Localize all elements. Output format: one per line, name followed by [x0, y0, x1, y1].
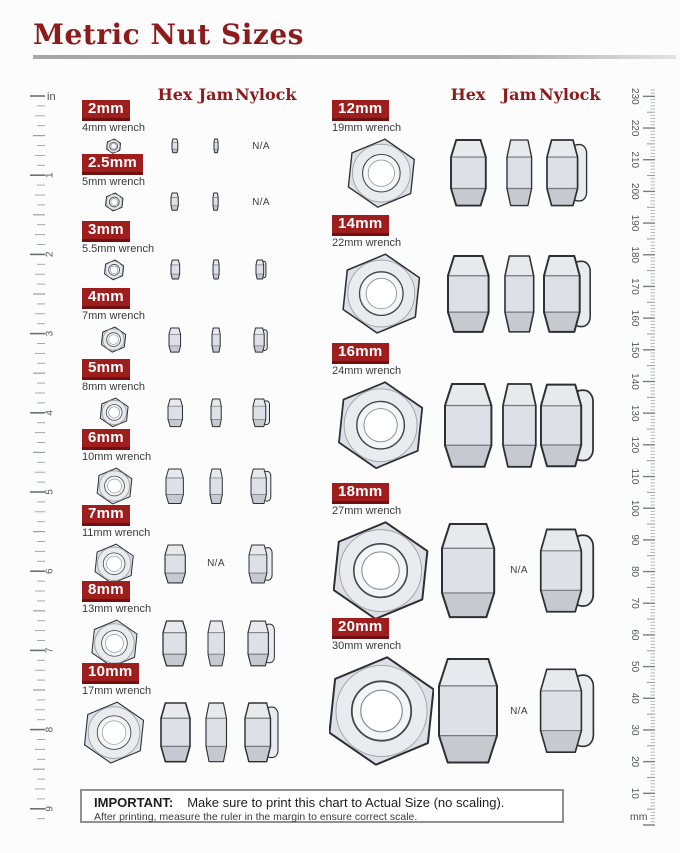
hex-column-cell	[153, 543, 197, 585]
nut-top-view-icon	[347, 136, 416, 210]
top-view-cell	[325, 519, 437, 622]
nylock-nut-side-icon	[243, 701, 280, 764]
hex-nut-side-icon	[161, 619, 188, 668]
size-badge: 20mm	[332, 618, 389, 639]
inch-ruler	[30, 84, 56, 837]
mm-ruler-label: 230	[629, 88, 640, 105]
size-row-3mm	[75, 221, 289, 283]
inch-ruler-label: 5	[44, 489, 56, 495]
print-note-line	[94, 795, 550, 810]
page-title: Metric Nut Sizes	[33, 18, 304, 51]
hex-column-cell	[437, 657, 499, 765]
hex-column-cell	[153, 191, 197, 212]
nylock-nut-side-icon	[542, 254, 592, 334]
top-view-cell	[75, 395, 153, 430]
nylock-column-cell	[539, 522, 595, 619]
column-header-jam: Jam	[501, 85, 537, 104]
mm-ruler-label: 170	[629, 278, 640, 295]
top-view-cell	[75, 257, 153, 283]
mm-ruler-label: 200	[629, 183, 640, 200]
nut-top-view-icon	[338, 379, 423, 471]
size-badge: 7mm	[82, 505, 130, 526]
nut-icons-row	[325, 251, 597, 336]
mm-ruler-label: 90	[629, 534, 640, 546]
wrench-size-label: 13mm wrench	[82, 603, 152, 615]
nylock-column-cell	[235, 197, 287, 208]
nylock-nut-side-icon	[249, 467, 273, 506]
print-note-box	[80, 789, 564, 823]
nut-top-view-icon	[342, 251, 421, 336]
size-badge: 10mm	[82, 663, 139, 684]
nylock-column-cell	[235, 141, 287, 152]
mm-ruler-label: 210	[629, 151, 640, 169]
hex-column-cell	[153, 326, 197, 354]
jam-column-cell	[197, 701, 235, 764]
mm-ruler-label: 180	[629, 246, 640, 264]
nylock-nut-side-icon	[247, 543, 274, 585]
mm-ruler-label: 110	[629, 468, 640, 485]
column-header-jam: Jam	[198, 85, 234, 104]
top-view-cell	[75, 699, 153, 766]
top-view-cell	[75, 617, 153, 670]
size-badge: 6mm	[82, 429, 130, 450]
nylock-nut-side-icon	[545, 138, 589, 208]
nylock-column-cell	[539, 382, 595, 469]
mm-ruler-label: 60	[629, 629, 640, 641]
hex-nut-side-icon	[449, 138, 488, 208]
mm-ruler-label: 80	[629, 565, 640, 578]
wrench-size-label: 27mm wrench	[332, 505, 402, 517]
nut-top-view-icon	[93, 541, 135, 587]
hex-column-cell	[437, 254, 499, 334]
nylock-nut-side-icon	[539, 657, 595, 765]
nut-top-view-icon	[99, 324, 128, 355]
jam-column-cell	[499, 254, 539, 334]
hex-column-cell	[437, 522, 499, 619]
top-view-cell	[75, 465, 153, 507]
jam-nut-side-icon	[212, 137, 220, 155]
hex-nut-side-icon	[446, 254, 491, 334]
hex-nut-side-icon	[164, 467, 185, 506]
size-badge: 16mm	[332, 343, 389, 364]
hex-column-cell	[437, 138, 499, 208]
size-row-5mm	[75, 359, 289, 430]
mm-ruler-label: 120	[629, 436, 640, 454]
na-label: N/A	[510, 565, 528, 577]
nylock-nut-side-icon	[246, 619, 276, 668]
nylock-column-cell	[235, 619, 287, 668]
nut-top-view-icon	[95, 465, 134, 507]
top-view-cell	[75, 190, 153, 214]
inch-ruler-label: 3	[44, 330, 56, 337]
mm-ruler-label: 150	[629, 341, 640, 359]
size-row-12mm	[325, 100, 597, 210]
nylock-column-cell	[235, 543, 287, 585]
inch-ruler-label: 6	[44, 568, 56, 574]
jam-column-cell	[197, 619, 235, 668]
nut-top-view-icon	[90, 617, 139, 670]
size-badge: 12mm	[332, 100, 389, 121]
jam-nut-side-icon	[209, 397, 223, 429]
nylock-column-cell	[235, 467, 287, 506]
nylock-nut-side-icon	[539, 382, 595, 469]
hex-nut-side-icon	[167, 326, 183, 354]
size-row-2mm	[75, 100, 289, 156]
size-badge: 5mm	[82, 359, 130, 380]
size-badge: 2mm	[82, 100, 130, 121]
nylock-column-cell	[539, 138, 595, 208]
nylock-column-cell	[539, 657, 595, 765]
jam-nut-side-icon	[204, 701, 229, 764]
size-row-14mm	[325, 215, 597, 336]
mm-ruler-label: 20	[629, 756, 640, 768]
mm-ruler-label: 160	[629, 309, 640, 327]
hex-column-cell	[153, 137, 197, 155]
mm-ruler	[627, 84, 679, 849]
na-label: N/A	[252, 140, 270, 152]
hex-nut-side-icon	[440, 522, 496, 619]
inch-ruler-label: 4	[44, 410, 56, 416]
size-row-8mm	[75, 581, 289, 670]
print-note-subtext: After printing, measure the ruler in the margin to ensure correct scale.	[94, 811, 418, 823]
jam-column-cell	[197, 137, 235, 155]
top-view-cell	[325, 136, 437, 210]
hex-nut-side-icon	[169, 258, 182, 281]
size-badge: 2.5mm	[82, 154, 143, 175]
jam-nut-side-icon	[208, 467, 224, 506]
jam-column-cell	[197, 397, 235, 429]
size-row-4mm	[75, 288, 289, 355]
nut-top-view-icon	[103, 190, 126, 214]
nylock-nut-side-icon	[252, 326, 269, 354]
nut-icons-row	[325, 654, 597, 768]
hex-column-cell	[153, 397, 197, 429]
mm-ruler-unit: mm	[630, 811, 648, 823]
wrench-size-label: 11mm wrench	[82, 527, 151, 539]
wrench-size-label: 5.5mm wrench	[82, 243, 155, 255]
size-row-6mm	[75, 429, 289, 507]
nut-icons-row	[75, 465, 289, 507]
mm-ruler-label: 100	[629, 499, 640, 517]
inch-ruler-label: 9	[44, 806, 56, 812]
mm-ruler-label: 40	[629, 692, 640, 704]
size-row-16mm	[325, 343, 597, 471]
jam-nut-side-icon	[501, 382, 538, 469]
hex-nut-side-icon	[159, 701, 192, 764]
hex-column-cell	[153, 258, 197, 281]
wrench-size-label: 7mm wrench	[82, 310, 145, 322]
column-header-nylock: Nylock	[539, 85, 601, 104]
nut-top-view-icon	[329, 654, 434, 768]
jam-column-cell	[197, 326, 235, 354]
jam-column-cell	[499, 382, 539, 469]
nylock-column-cell	[235, 397, 287, 429]
hex-column-cell	[153, 467, 197, 506]
size-row-20mm	[325, 618, 597, 768]
size-row-18mm	[325, 483, 597, 622]
na-label: N/A	[207, 558, 225, 570]
mm-ruler-label: 50	[629, 661, 640, 673]
wrench-size-label: 8mm wrench	[82, 381, 145, 393]
nylock-nut-side-icon	[539, 522, 595, 619]
jam-nut-side-icon	[206, 619, 226, 668]
nut-icons-row	[75, 699, 289, 766]
jam-column-cell	[197, 191, 235, 212]
na-label: N/A	[252, 196, 270, 208]
nylock-column-cell	[539, 254, 595, 334]
size-row-7mm	[75, 505, 289, 587]
jam-nut-side-icon	[503, 254, 536, 334]
nylock-column-cell	[235, 701, 287, 764]
jam-nut-side-icon	[211, 258, 221, 281]
top-view-cell	[325, 654, 437, 768]
nut-icons-row	[75, 617, 289, 670]
wrench-size-label: 30mm wrench	[332, 640, 402, 652]
jam-column-cell	[197, 467, 235, 506]
mm-ruler-label: 190	[629, 214, 640, 232]
mm-ruler-label: 30	[629, 724, 640, 736]
inch-ruler-unit: in	[47, 91, 56, 103]
size-badge: 14mm	[332, 215, 389, 236]
hex-nut-side-icon	[163, 543, 187, 585]
nut-top-view-icon	[333, 519, 428, 622]
nut-icons-row	[325, 379, 597, 471]
inch-ruler-label: 7	[44, 647, 56, 654]
wrench-size-label: 24mm wrench	[332, 365, 402, 377]
jam-nut-side-icon	[211, 191, 220, 212]
wrench-size-label: 17mm wrench	[82, 685, 152, 697]
mm-ruler-label: 10	[629, 787, 640, 799]
jam-column-cell	[499, 565, 539, 576]
size-row-2.5mm	[75, 154, 289, 214]
important-label: IMPORTANT:	[94, 795, 174, 810]
nut-icons-row	[75, 324, 289, 355]
top-view-cell	[75, 541, 153, 587]
hex-column-cell	[153, 701, 197, 764]
wrench-size-label: 10mm wrench	[82, 451, 152, 463]
jam-nut-side-icon	[505, 138, 534, 208]
top-view-cell	[325, 251, 437, 336]
nylock-nut-side-icon	[254, 258, 268, 281]
top-view-cell	[325, 379, 437, 471]
nylock-nut-side-icon	[251, 397, 272, 429]
nylock-column-cell	[235, 258, 287, 281]
wrench-size-label: 5mm wrench	[82, 176, 145, 188]
jam-column-cell	[197, 258, 235, 281]
mm-ruler-label: 140	[629, 373, 640, 390]
nut-icons-row	[75, 395, 289, 430]
column-header-hex: Hex	[450, 85, 486, 104]
nut-top-view-icon	[83, 699, 145, 766]
column-header-nylock: Nylock	[235, 85, 297, 104]
top-view-cell	[75, 324, 153, 355]
hex-nut-side-icon	[437, 657, 499, 765]
hex-nut-side-icon	[169, 191, 180, 212]
mm-ruler-label: 220	[629, 119, 640, 137]
jam-column-cell	[499, 138, 539, 208]
nut-icons-row	[75, 190, 289, 214]
nut-top-view-icon	[102, 257, 126, 283]
hex-nut-side-icon	[166, 397, 185, 429]
hex-column-cell	[437, 382, 499, 469]
jam-nut-side-icon	[210, 326, 222, 354]
hex-column-cell	[153, 619, 197, 668]
size-badge: 18mm	[332, 483, 389, 504]
na-label: N/A	[510, 705, 528, 717]
column-header-hex: Hex	[157, 85, 193, 104]
inch-ruler-label: 1	[44, 172, 56, 178]
wrench-size-label: 22mm wrench	[332, 237, 402, 249]
inch-ruler-label: 2	[44, 251, 56, 258]
nut-icons-row	[325, 136, 597, 210]
hex-nut-side-icon	[443, 382, 493, 469]
nylock-column-cell	[235, 326, 287, 354]
size-row-10mm	[75, 663, 289, 766]
size-badge: 3mm	[82, 221, 130, 242]
nut-top-view-icon	[98, 395, 130, 430]
mm-ruler-label: 70	[629, 597, 640, 609]
nut-icons-row	[325, 519, 597, 622]
wrench-size-label: 19mm wrench	[332, 122, 402, 134]
nut-icons-row	[75, 257, 289, 283]
title-underline	[33, 55, 676, 59]
nut-icons-row	[75, 541, 289, 587]
jam-column-cell	[197, 558, 235, 569]
print-note-text: Make sure to print this chart to Actual Size (no scaling).	[187, 795, 505, 810]
jam-column-cell	[499, 706, 539, 717]
hex-nut-side-icon	[170, 137, 180, 155]
size-badge: 4mm	[82, 288, 130, 309]
inch-ruler-label: 8	[44, 726, 56, 733]
mm-ruler-label: 130	[629, 404, 640, 422]
size-badge: 8mm	[82, 581, 130, 602]
wrench-size-label: 4mm wrench	[82, 122, 145, 134]
